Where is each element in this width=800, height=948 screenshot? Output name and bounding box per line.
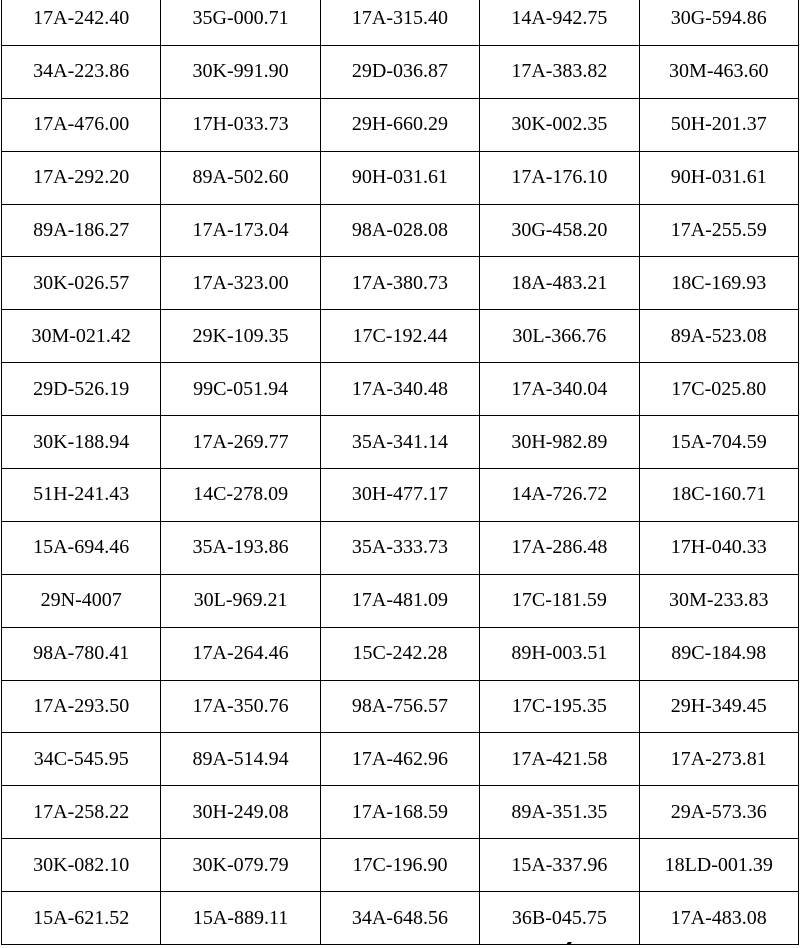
plate-number-cell: 29D-036.87 bbox=[320, 45, 479, 98]
table-row bbox=[2, 204, 799, 257]
license-plate-table bbox=[1, 0, 799, 945]
plate-number-cell: 35G-000.71 bbox=[161, 0, 320, 45]
plate-number-cell: 30K-991.90 bbox=[161, 45, 320, 98]
plate-number-cell: 30G-458.20 bbox=[480, 204, 639, 257]
plate-number-cell: 18A-483.21 bbox=[480, 257, 639, 310]
plate-number-cell: 36B-045.75 bbox=[480, 892, 639, 945]
plate-number-cell: 89A-351.35 bbox=[480, 786, 639, 839]
plate-number-cell: 89A-523.08 bbox=[639, 310, 798, 363]
table-row bbox=[2, 627, 799, 680]
plate-number-cell: 15A-621.52 bbox=[2, 892, 161, 945]
license-plate-table-body bbox=[2, 0, 799, 945]
plate-number-cell: 89A-186.27 bbox=[2, 204, 161, 257]
plate-number-cell: 18C-160.71 bbox=[639, 469, 798, 522]
plate-number-cell: 30M-233.83 bbox=[639, 574, 798, 627]
plate-number-cell: 14A-726.72 bbox=[480, 469, 639, 522]
plate-number-cell: 17A-476.00 bbox=[2, 98, 161, 151]
table-row bbox=[2, 574, 799, 627]
plate-number-cell: 17A-286.48 bbox=[480, 521, 639, 574]
plate-number-cell: 15A-337.96 bbox=[480, 839, 639, 892]
plate-number-cell: 29D-526.19 bbox=[2, 363, 161, 416]
table-row bbox=[2, 521, 799, 574]
plate-number-cell: 30K-079.79 bbox=[161, 839, 320, 892]
plate-number-cell: 35A-193.86 bbox=[161, 521, 320, 574]
plate-number-cell: 89C-184.98 bbox=[639, 627, 798, 680]
plate-number-cell: 17A-340.48 bbox=[320, 363, 479, 416]
plate-number-cell: 17A-483.08 bbox=[639, 892, 798, 945]
plate-number-cell: 35A-341.14 bbox=[320, 416, 479, 469]
table-row bbox=[2, 469, 799, 522]
plate-number-cell: 14C-278.09 bbox=[161, 469, 320, 522]
plate-number-cell: 17A-173.04 bbox=[161, 204, 320, 257]
plate-number-cell: 89A-514.94 bbox=[161, 733, 320, 786]
plate-number-cell: 98A-028.08 bbox=[320, 204, 479, 257]
table-row bbox=[2, 680, 799, 733]
plate-number-cell: 35A-333.73 bbox=[320, 521, 479, 574]
plate-number-cell: 15A-694.46 bbox=[2, 521, 161, 574]
table-row bbox=[2, 892, 799, 945]
table-row bbox=[2, 0, 799, 45]
plate-number-cell: 30K-188.94 bbox=[2, 416, 161, 469]
plate-number-cell: 17A-383.82 bbox=[480, 45, 639, 98]
plate-number-cell: 17A-269.77 bbox=[161, 416, 320, 469]
table-row bbox=[2, 310, 799, 363]
plate-number-cell: 98A-780.41 bbox=[2, 627, 161, 680]
plate-number-cell: 17A-264.46 bbox=[161, 627, 320, 680]
plate-number-cell: 90H-031.61 bbox=[639, 151, 798, 204]
plate-number-cell: 34A-223.86 bbox=[2, 45, 161, 98]
plate-number-cell: 29A-573.36 bbox=[639, 786, 798, 839]
plate-number-cell: 30M-021.42 bbox=[2, 310, 161, 363]
plate-number-cell: 30L-366.76 bbox=[480, 310, 639, 363]
plate-number-cell: 17A-340.04 bbox=[480, 363, 639, 416]
plate-number-cell: 29H-660.29 bbox=[320, 98, 479, 151]
plate-number-cell: 17A-315.40 bbox=[320, 0, 479, 45]
plate-number-cell: 17A-168.59 bbox=[320, 786, 479, 839]
plate-number-cell: 30H-477.17 bbox=[320, 469, 479, 522]
plate-number-cell: 17C-196.90 bbox=[320, 839, 479, 892]
plate-number-cell: 14A-942.75 bbox=[480, 0, 639, 45]
plate-number-cell: 51H-241.43 bbox=[2, 469, 161, 522]
plate-number-cell: 29N-4007 bbox=[2, 574, 161, 627]
plate-number-cell: 29H-349.45 bbox=[639, 680, 798, 733]
plate-number-cell: 89H-003.51 bbox=[480, 627, 639, 680]
table-row bbox=[2, 416, 799, 469]
plate-number-cell: 98A-756.57 bbox=[320, 680, 479, 733]
plate-number-cell: 50H-201.37 bbox=[639, 98, 798, 151]
table-row bbox=[2, 257, 799, 310]
plate-number-cell: 17A-242.40 bbox=[2, 0, 161, 45]
plate-number-cell: 18LD-001.39 bbox=[639, 839, 798, 892]
plate-number-cell: 17A-462.96 bbox=[320, 733, 479, 786]
plate-number-cell: 17A-273.81 bbox=[639, 733, 798, 786]
plate-number-cell: 90H-031.61 bbox=[320, 151, 479, 204]
plate-number-cell: 34A-648.56 bbox=[320, 892, 479, 945]
plate-number-cell: 15A-889.11 bbox=[161, 892, 320, 945]
plate-number-cell: 30K-082.10 bbox=[2, 839, 161, 892]
plate-number-cell: 17A-258.22 bbox=[2, 786, 161, 839]
table-row bbox=[2, 363, 799, 416]
plate-number-cell: 15A-704.59 bbox=[639, 416, 798, 469]
plate-number-cell: 18C-169.93 bbox=[639, 257, 798, 310]
plate-number-cell: 30M-463.60 bbox=[639, 45, 798, 98]
plate-number-cell: 30K-002.35 bbox=[480, 98, 639, 151]
plate-number-cell: 29K-109.35 bbox=[161, 310, 320, 363]
plate-number-cell: 89A-502.60 bbox=[161, 151, 320, 204]
plate-number-cell: 17A-255.59 bbox=[639, 204, 798, 257]
plate-number-cell: 17A-481.09 bbox=[320, 574, 479, 627]
plate-number-cell: 17A-421.58 bbox=[480, 733, 639, 786]
table-row bbox=[2, 45, 799, 98]
plate-number-cell: 17A-176.10 bbox=[480, 151, 639, 204]
table-row bbox=[2, 839, 799, 892]
plate-number-cell: 30L-969.21 bbox=[161, 574, 320, 627]
table-row bbox=[2, 98, 799, 151]
plate-number-cell: 17A-292.20 bbox=[2, 151, 161, 204]
table-row bbox=[2, 733, 799, 786]
plate-number-cell: 30H-982.89 bbox=[480, 416, 639, 469]
plate-number-cell: 30G-594.86 bbox=[639, 0, 798, 45]
plate-number-cell: 17C-192.44 bbox=[320, 310, 479, 363]
table-row bbox=[2, 786, 799, 839]
plate-number-cell: 30H-249.08 bbox=[161, 786, 320, 839]
plate-number-cell: 17H-040.33 bbox=[639, 521, 798, 574]
plate-number-cell: 17C-025.80 bbox=[639, 363, 798, 416]
plate-number-cell: 17A-350.76 bbox=[161, 680, 320, 733]
plate-number-cell: 34C-545.95 bbox=[2, 733, 161, 786]
plate-number-cell: 15C-242.28 bbox=[320, 627, 479, 680]
table-row bbox=[2, 151, 799, 204]
plate-number-cell: 17A-293.50 bbox=[2, 680, 161, 733]
plate-number-cell: 17A-380.73 bbox=[320, 257, 479, 310]
plate-number-cell: 17A-323.00 bbox=[161, 257, 320, 310]
plate-number-cell: 99C-051.94 bbox=[161, 363, 320, 416]
plate-number-cell: 17C-181.59 bbox=[480, 574, 639, 627]
plate-number-cell: 30K-026.57 bbox=[2, 257, 161, 310]
plate-number-cell: 17H-033.73 bbox=[161, 98, 320, 151]
plate-number-cell: 17C-195.35 bbox=[480, 680, 639, 733]
